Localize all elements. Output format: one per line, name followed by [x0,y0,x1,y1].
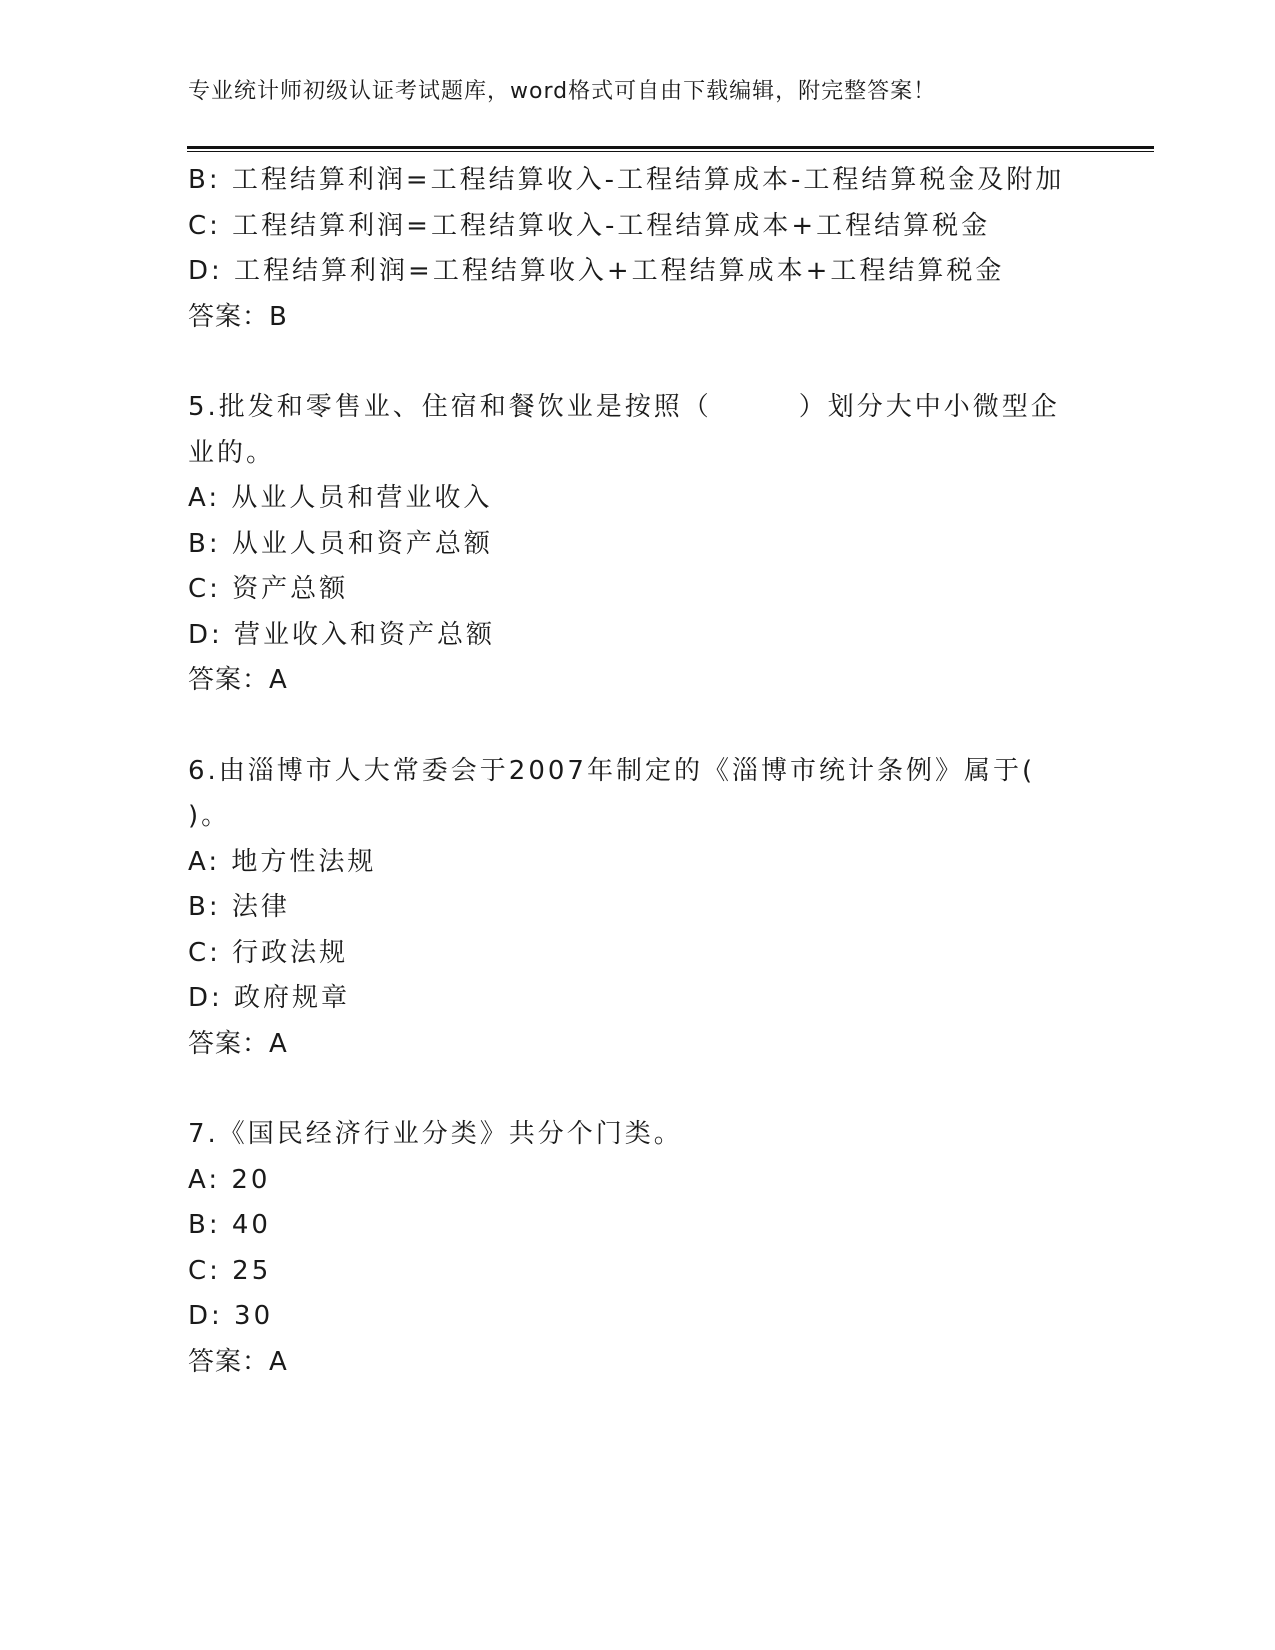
spacer [188,704,1068,749]
page-header: 专业统计师初级认证考试题库，word格式可自由下载编辑，附完整答案！ [188,79,937,104]
option-b: B: 工程结算利润=工程结算收入-工程结算成本-工程结算税金及附加 [188,165,1065,195]
option-b: B: 从业人员和资产总额 [188,528,493,559]
question-content [188,158,1068,1385]
option-d: D: 营业收入和资产总额 [188,619,496,650]
option-b: B: 法律 [188,892,290,922]
answer-line: 答案：B [188,301,288,332]
question-stem: 6.由淄博市人大常委会于2007年制定的《淄博市统计条例》属于( [188,755,1036,786]
option-a: A: 从业人员和营业收入 [188,483,493,513]
question-stem: 7.《国民经济行业分类》共分个门类。 [188,1119,683,1149]
option-d: D: 30 [188,1301,274,1331]
option-c: C: 行政法规 [188,937,349,968]
option-c: C: 资产总额 [188,574,349,604]
option-c: C: 25 [188,1255,272,1286]
question-5 [188,385,1068,704]
answer-line: 答案：A [188,1346,288,1377]
option-a: A: 20 [188,1164,271,1195]
question-stem-cont: )。 [188,801,231,831]
answer-line: 答案：A [188,1028,288,1059]
header-divider-thin [187,151,1154,152]
header-divider [187,146,1154,149]
option-d: D: 工程结算利润=工程结算收入+工程结算成本+工程结算税金 [188,256,1005,286]
spacer [188,1067,1068,1112]
option-d: D: 政府规章 [188,983,351,1013]
prev-question-block [188,158,1068,340]
question-stem-cont: 业的。 [188,437,276,468]
option-a: A: 地方性法规 [188,846,377,877]
question-stem: 5.批发和零售业、住宿和餐饮业是按照（ ）划分大中小微型企 [188,392,1060,422]
question-7 [188,1112,1068,1385]
question-6 [188,749,1068,1068]
answer-line: 答案：A [188,665,288,695]
option-b: B: 40 [188,1210,271,1240]
spacer [188,340,1068,385]
option-c: C: 工程结算利润=工程结算收入-工程结算成本+工程结算税金 [188,210,991,241]
